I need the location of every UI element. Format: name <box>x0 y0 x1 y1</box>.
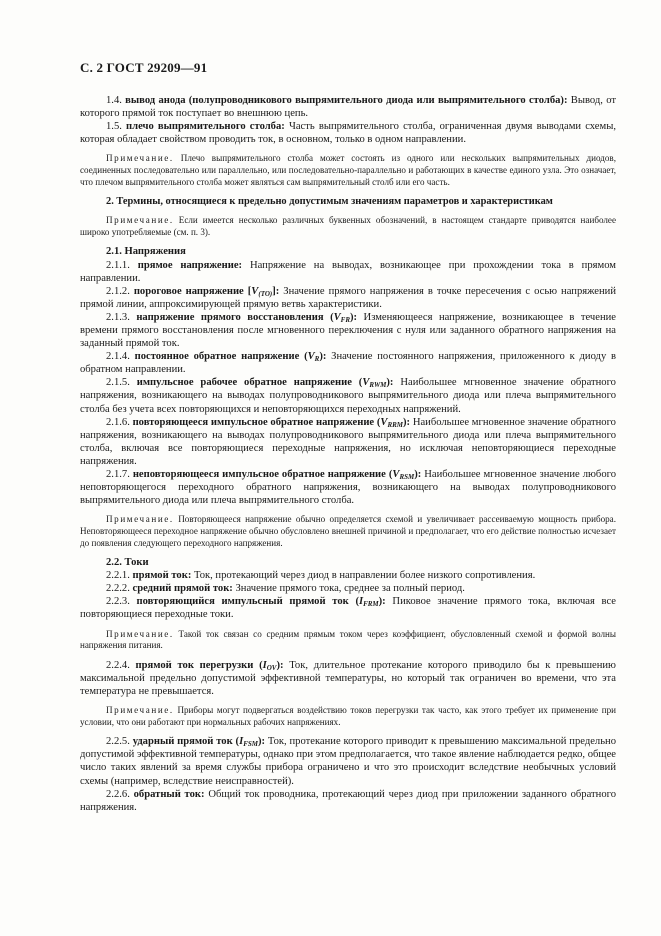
symbol-subscript: FRM <box>363 600 379 609</box>
note-text: Приборы могут подвергаться воздействию токов перегрузки так часто, как этого требует их применение при условии, что они работают при нормальных рабочих напряжениях. <box>80 705 616 727</box>
symbol-letter: V <box>251 285 259 297</box>
note-2 <box>80 215 616 238</box>
clause-1-5 <box>80 120 616 146</box>
definition: Наибольшее мгновенное значение обратного напряжения, возникающего на выводах полупроводникового выпрямительного диода или плеча выпрямительного столба без учета всех повторяющихся и неповторяющихся переходных напряжений. <box>80 377 616 415</box>
note-label: Примечание. <box>106 628 174 639</box>
clause-2-2-2 <box>80 582 616 595</box>
term: постоянное обратное напряжение <box>134 351 300 363</box>
term: повторяющееся импульсное обратное напряжение <box>132 416 375 428</box>
symbol: $(V_R)$: <box>304 351 327 364</box>
symbol-letter: V <box>380 416 388 428</box>
term: вывод анода (полупроводникового выпрямительного диода или выпрямительного столба): <box>125 95 568 106</box>
definition: Общий ток проводника, протекающий через диод при приложении заданного обратного напряжения. <box>80 788 616 813</box>
symbol: $(I_{FSM})$: <box>235 736 266 749</box>
clause-number: 2.2.4. <box>106 659 130 671</box>
note-text: Плечо выпрямительного столба может состоять из одного или нескольких выпрямительных диодов, соединенных последовательно или параллельно, или последовательно-параллельно и работающих в качестве единого узла. Это означает, что плечом выпрямительного столба может являться сам выпрямительный столб или его часть. <box>80 153 616 187</box>
note-text: Такой ток связан со средним прямым током через коэффициент, обусловленный схемой и формой волны напряжения питания. <box>80 628 616 651</box>
term: плечо выпрямительного столба: <box>126 121 285 133</box>
clause-2-2-6 <box>80 788 616 814</box>
definition: Ток, протекание которого приводит к превышению максимальной предельно допустимой эффективной температуры, однако при этом предполагается, что такое явление наблюдается редко, общее число таких явлений за время службы прибора ограничено и что это происходит вследствие необычных условий схемы (например, вследствие неисправностей). <box>80 736 616 787</box>
definition: Ток, протекающий через диод в направлении более низкого сопротивления. <box>194 570 536 582</box>
clause-2-1-6 <box>80 416 616 468</box>
term: неповторяющееся импульсное обратное напряжение <box>132 469 386 481</box>
symbol: $(I_{FRM})$: <box>355 596 386 609</box>
definition: Значение прямого напряжения в точке пересечения с осью напряжений прямой линии, аппроксимирующей прямую ветвь характеристики. <box>80 285 617 310</box>
term: обратный ток: <box>133 788 205 800</box>
clause-number: 2.2.6. <box>106 788 130 800</box>
symbol-letter: V <box>333 311 341 323</box>
note-label: Примечание. <box>106 705 174 716</box>
symbol-letter: V <box>307 351 315 363</box>
subsection-2-2-heading: 2.2. Токи <box>106 557 149 569</box>
note-text: Если имеется несколько различных буквенных обозначений, в настоящем стандарте приводятся наиболее широко употребляемые (см. п. 3). <box>80 215 616 237</box>
clause-1-4 <box>80 94 616 120</box>
symbol-letter: I <box>262 659 267 671</box>
term: прямой ток: <box>132 570 192 582</box>
clause-number: 2.1.1. <box>106 259 130 271</box>
symbol: $(V_{RSM})$: <box>388 469 422 482</box>
note-text: Повторяющееся напряжение обычно определяется схемой и увеличивает рассеиваемую мощность прибора. Неповторяющееся переходное напряжение обычно обусловлено внешней причиной и предполагает, что его действие полностью исчезает до появления следующего переходного напряжения. <box>80 514 616 548</box>
note-label: Примечание. <box>106 215 174 226</box>
term: прямое напряжение: <box>137 259 243 271</box>
symbol: $(V_{RRM})$: <box>376 416 411 429</box>
document-body <box>80 94 616 814</box>
term: пороговое напряжение <box>133 285 244 297</box>
symbol: $(I_{OV})$: <box>259 659 284 672</box>
clause-number: 1.4. <box>106 95 122 106</box>
clause-2-1-5 <box>80 376 616 415</box>
clause-number: 2.1.6. <box>106 416 130 428</box>
clause-number: 2.2.2. <box>106 583 130 595</box>
term: прямой ток перегрузки <box>135 659 254 671</box>
clause-2-1-1 <box>80 259 616 285</box>
clause-2-1-3 <box>80 311 616 350</box>
definition: Пиковое значение прямого тока, включая все повторяющиеся переходные токи. <box>80 596 617 621</box>
subsection-2-1-heading: 2.1. Напряжения <box>106 246 186 258</box>
clause-number: 2.2.5. <box>106 736 130 748</box>
term: повторяющийся импульсный прямой ток <box>136 596 349 608</box>
note-5 <box>80 705 616 728</box>
symbol-subscript: (TO) <box>258 289 273 298</box>
note-label: Примечание. <box>106 153 174 164</box>
symbol-subscript: RWM <box>369 381 387 390</box>
clause-number: 2.2.1. <box>106 570 130 582</box>
clause-number: 2.1.2. <box>106 285 130 297</box>
term: средний прямой ток: <box>132 583 233 595</box>
symbol-letter: I <box>358 596 364 608</box>
clause-2-2-1 <box>80 569 616 582</box>
definition: Ток, длительное протекание которого приводило бы к превышению максимальной предельно допустимой эффективной температуры, но который так ограничен во времени, что эта температура не превышается. <box>80 659 616 697</box>
note-label: Примечание. <box>106 514 174 525</box>
note-3 <box>80 514 616 549</box>
symbol: $(V_{FR})$: <box>330 311 358 324</box>
clause-number: 2.1.4. <box>106 351 130 363</box>
clause-2-1-4 <box>80 350 616 376</box>
definition: Напряжение на выводах, возникающее при прохождении тока в прямом направлении. <box>80 259 616 284</box>
symbol-letter: V <box>362 377 370 389</box>
term: импульсное рабочее обратное напряжение <box>136 377 352 389</box>
definition: Значение постоянного напряжения, приложенного к диоду в обратном направлении. <box>80 351 617 376</box>
symbol: $(V_{RWM})$: <box>358 377 394 390</box>
term: ударный прямой ток <box>132 736 233 748</box>
definition: Изменяющееся напряжение, возникающее в течение времени прямого восстановления после мгновенного переключения с нуля или заданного обратного напряжения на заданный прямой ток. <box>80 311 617 350</box>
clause-number: 2.1.3. <box>106 311 130 323</box>
definition: Вывод, от которого прямой ток поступает во внешнюю цепь. <box>80 95 616 120</box>
symbol-subscript: RSM <box>399 473 415 482</box>
symbol-subscript: FSM <box>243 740 258 749</box>
symbol-subscript: FR <box>340 315 351 324</box>
term: напряжение прямого восстановления <box>136 311 324 323</box>
page-header: С. 2 ГОСТ 29209—91 <box>80 60 208 75</box>
clause-number: 2.1.7. <box>106 469 130 481</box>
clause-2-2-3 <box>80 595 616 621</box>
clause-2-2-4 <box>80 659 616 698</box>
symbol-subscript: OV <box>266 663 277 672</box>
symbol-subscript: RRM <box>387 420 404 429</box>
symbol-subscript: R <box>314 355 320 364</box>
clause-number: 1.5. <box>106 121 122 133</box>
clause-2-1-7 <box>80 468 616 507</box>
definition: Часть выпрямительного столба, ограниченная двумя выводами схемы, которая обладает свойством проводить ток, в основном, только в одном направлении. <box>80 121 616 146</box>
clause-2-2-5 <box>80 735 616 787</box>
note-4 <box>80 629 616 652</box>
symbol: $[V_{(TO)}]$: <box>247 285 280 298</box>
note-1 <box>80 153 616 188</box>
definition: Значение прямого тока, среднее за полный период. <box>235 583 465 595</box>
clause-number: 2.2.3. <box>106 596 130 608</box>
section-2-title: 2. Термины, относящиеся к предельно допустимым значениям параметров и характеристикам <box>106 196 553 208</box>
clause-2-1-2 <box>80 285 616 311</box>
clause-number: 2.1.5. <box>106 377 130 389</box>
definition: Наибольшее мгновенное значение обратного напряжения, возникающего на выводах полупроводникового выпрямительного диода или плеча выпрямительного столба, включая все повторяющиеся переходные напряжения, но исключая неповторяющиеся переходные напряжения. <box>80 416 616 467</box>
symbol-letter: I <box>239 736 244 748</box>
symbol-letter: V <box>392 469 400 481</box>
definition: Наибольшее мгновенное значение любого неповторяющегося переходного обратного напряжения, возникающего на выводах полупроводникового выпрямительного диода или плеча выпрямительного столба. <box>80 469 616 507</box>
